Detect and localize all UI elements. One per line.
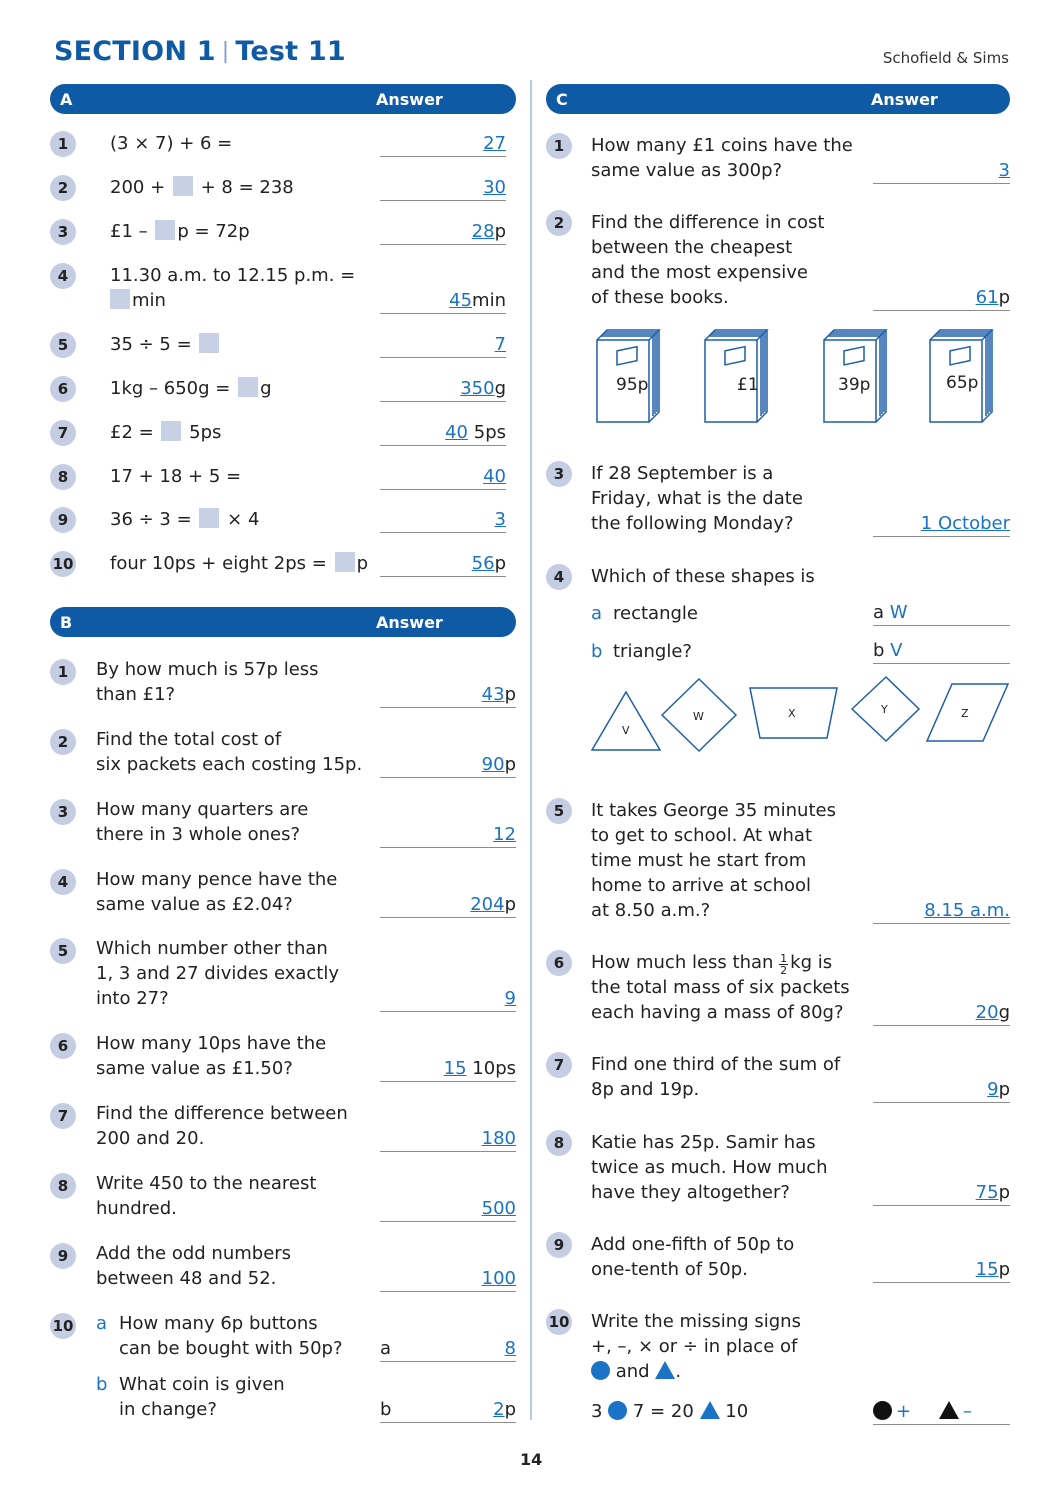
answer-unit: min bbox=[472, 290, 506, 311]
question-number: 3 bbox=[50, 219, 76, 245]
answer-value: V bbox=[890, 640, 903, 661]
book-icon bbox=[926, 318, 998, 426]
answer-unit: p bbox=[494, 221, 506, 242]
answer-value: 30 bbox=[483, 177, 506, 198]
question-line: one-tenth of 50p. bbox=[591, 1259, 748, 1280]
answer-line-b10b[interactable] bbox=[380, 1397, 516, 1423]
answer-value: 500 bbox=[481, 1198, 516, 1219]
answer-line-a8[interactable] bbox=[380, 464, 506, 490]
question-text-before: 36 ÷ 3 = bbox=[110, 509, 198, 530]
shape-label: Z bbox=[961, 707, 969, 720]
answer-line-a7[interactable] bbox=[380, 420, 506, 446]
question-text-after: g bbox=[260, 378, 272, 399]
question-text: 11.30 a.m. to 12.15 p.m. = bbox=[110, 265, 356, 286]
black-triangle-icon bbox=[939, 1401, 959, 1419]
answer-value: 3 bbox=[494, 509, 506, 530]
question-line: of these books. bbox=[591, 287, 729, 308]
fraction-denominator: 2 bbox=[780, 964, 788, 977]
book-icon bbox=[820, 318, 892, 426]
answer-line-a4[interactable] bbox=[380, 288, 506, 314]
question-line: can be bought with 50p? bbox=[119, 1338, 343, 1359]
question-line: Katie has 25p. Samir has bbox=[591, 1132, 816, 1153]
question-text: (3 × 7) + 6 = bbox=[110, 133, 233, 154]
question-number: 1 bbox=[50, 131, 76, 157]
book-price: 39p bbox=[838, 375, 871, 395]
question-line: By how much is 57p less bbox=[96, 659, 319, 680]
answer-value: 43 bbox=[481, 684, 505, 705]
answer-line-b10a[interactable] bbox=[380, 1336, 516, 1362]
answer-line-b4[interactable] bbox=[380, 892, 516, 918]
answer-line-a3[interactable] bbox=[380, 219, 506, 245]
answer-line-c7[interactable] bbox=[873, 1077, 1010, 1103]
page-number: 14 bbox=[520, 1450, 543, 1469]
question-number: 10 bbox=[546, 1309, 572, 1335]
question-line: six packets each costing 15p. bbox=[96, 754, 363, 775]
answer-line-b6[interactable] bbox=[380, 1056, 516, 1082]
part-label-b: b bbox=[591, 641, 603, 662]
blank-box bbox=[199, 508, 219, 528]
question-line: How many 6p buttons bbox=[119, 1313, 318, 1334]
question-line: at 8.50 a.m.? bbox=[591, 900, 711, 921]
fraction-half bbox=[779, 953, 788, 976]
triangle-shape bbox=[592, 692, 660, 750]
answer-line-c2[interactable] bbox=[873, 285, 1010, 311]
question-number: 4 bbox=[50, 263, 76, 289]
question-number: 2 bbox=[50, 729, 76, 755]
answer-value: 204 bbox=[470, 894, 505, 915]
question-line: same value as £1.50? bbox=[96, 1058, 293, 1079]
blank-box bbox=[335, 552, 355, 572]
answer-value: 28 bbox=[471, 221, 495, 242]
equation-middle: 7 = 20 bbox=[632, 1401, 694, 1422]
answer-line-c4b[interactable] bbox=[873, 638, 1010, 664]
question-line: same value as 300p? bbox=[591, 160, 783, 181]
question-line: Add one-fifth of 50p to bbox=[591, 1234, 795, 1255]
publisher: Schofield & Sims bbox=[882, 49, 1009, 67]
answer-value: 1 October bbox=[920, 513, 1010, 534]
question-line: to get to school. At what bbox=[591, 825, 813, 846]
answer-line-a9[interactable] bbox=[380, 507, 506, 533]
question-number: 5 bbox=[50, 938, 76, 964]
shape-label: V bbox=[622, 724, 630, 737]
test-title: Test 11 bbox=[235, 36, 346, 67]
answer-line-a10[interactable] bbox=[380, 551, 506, 577]
answer-line-b3[interactable] bbox=[380, 822, 516, 848]
answer-value: 56 bbox=[471, 553, 495, 574]
answer-label: Answer bbox=[376, 613, 443, 632]
question-line: and the most expensive bbox=[591, 262, 808, 283]
section-letter: A bbox=[60, 90, 73, 109]
question-text-before: four 10ps + eight 2ps = bbox=[110, 553, 333, 574]
question-line: 8p and 19p. bbox=[591, 1079, 700, 1100]
question-text-after: min bbox=[132, 290, 166, 311]
question-number: 4 bbox=[50, 869, 76, 895]
question-text-before: £2 = bbox=[110, 422, 160, 443]
answer-prefix: b bbox=[873, 640, 885, 661]
answer-value: 9 bbox=[504, 988, 516, 1009]
question-line: How many £1 coins have the bbox=[591, 135, 853, 156]
answer-line-a2[interactable] bbox=[380, 175, 506, 201]
answer-value: 90 bbox=[481, 754, 505, 775]
answer-value: 180 bbox=[481, 1128, 516, 1149]
answer-line-a5[interactable] bbox=[380, 332, 506, 358]
answer-value: 15 bbox=[975, 1259, 999, 1280]
blank-box bbox=[199, 333, 219, 353]
answer-value: 8.15 a.m. bbox=[924, 900, 1010, 921]
question-number: 3 bbox=[50, 799, 76, 825]
question-line: into 27? bbox=[96, 988, 169, 1009]
question-line: triangle? bbox=[613, 641, 692, 662]
question-number: 8 bbox=[50, 1173, 76, 1199]
shapes-figure bbox=[585, 675, 1015, 755]
answer-unit: g bbox=[998, 1002, 1010, 1023]
question-line: How many pence have the bbox=[96, 869, 338, 890]
fraction-numerator: 1 bbox=[780, 952, 788, 965]
answer-circle-sign: + bbox=[896, 1401, 912, 1422]
answer-line-b1[interactable] bbox=[380, 682, 516, 708]
question-text-after: p bbox=[356, 553, 369, 574]
question-number: 5 bbox=[50, 332, 76, 358]
question-number: 5 bbox=[546, 798, 572, 824]
circle-icon bbox=[608, 1401, 627, 1420]
answer-label: Answer bbox=[871, 90, 938, 109]
answer-unit: p bbox=[504, 1399, 516, 1420]
question-line: the total mass of six packets bbox=[591, 977, 850, 998]
answer-unit: 10ps bbox=[466, 1058, 516, 1079]
answer-value: 75 bbox=[975, 1182, 999, 1203]
question-line: than £1? bbox=[96, 684, 176, 705]
question-number: 10 bbox=[50, 551, 76, 577]
question-number: 9 bbox=[50, 1243, 76, 1269]
part-label-a: a bbox=[591, 603, 603, 624]
question-line: If 28 September is a bbox=[591, 463, 774, 484]
equation-left: 3 bbox=[591, 1401, 603, 1422]
answer-value: 2 bbox=[493, 1399, 505, 1420]
answer-line-b7[interactable] bbox=[380, 1126, 516, 1152]
answer-line-b5[interactable] bbox=[380, 986, 516, 1012]
question-line: What coin is given bbox=[119, 1374, 285, 1395]
question-number: 4 bbox=[546, 564, 572, 590]
answer-prefix: b bbox=[380, 1399, 392, 1420]
section-c-header bbox=[546, 84, 1010, 114]
shape-label: W bbox=[693, 710, 704, 723]
question-text-before: 35 ÷ 5 = bbox=[110, 334, 198, 355]
question-number: 7 bbox=[50, 1103, 76, 1129]
answer-value: 12 bbox=[493, 824, 516, 845]
answer-value: 9 bbox=[987, 1079, 999, 1100]
question-text-before: 200 + bbox=[110, 177, 171, 198]
answer-line-c4a[interactable] bbox=[873, 600, 1010, 626]
answer-value: 8 bbox=[504, 1338, 516, 1359]
question-line: between 48 and 52. bbox=[96, 1268, 277, 1289]
question-line: Find the difference in cost bbox=[591, 212, 825, 233]
book-price: 95p bbox=[616, 375, 649, 395]
question-line: 1, 3 and 27 divides exactly bbox=[96, 963, 340, 984]
and-text: and bbox=[615, 1361, 650, 1382]
question-number: 10 bbox=[50, 1313, 76, 1339]
question-line: hundred. bbox=[96, 1198, 177, 1219]
question-line: home to arrive at school bbox=[591, 875, 812, 896]
question-line: twice as much. How much bbox=[591, 1157, 828, 1178]
question-line: How many quarters are bbox=[96, 799, 309, 820]
answer-label: Answer bbox=[376, 90, 443, 109]
question-number: 2 bbox=[50, 175, 76, 201]
column-divider bbox=[530, 80, 532, 1420]
question-number: 8 bbox=[50, 464, 76, 490]
question-text-before: How much less than bbox=[591, 952, 780, 973]
answer-value: 61 bbox=[975, 287, 999, 308]
question-line: +, –, × or ÷ in place of bbox=[591, 1336, 798, 1357]
question-number: 9 bbox=[50, 507, 76, 533]
answer-value: 45 bbox=[449, 290, 473, 311]
answer-line-b2[interactable] bbox=[380, 752, 516, 778]
question-line: have they altogether? bbox=[591, 1182, 790, 1203]
answer-value: 40 bbox=[445, 422, 469, 443]
answer-prefix: a bbox=[873, 602, 885, 623]
question-text-after: kg is bbox=[790, 952, 833, 973]
section-letter: C bbox=[556, 90, 568, 109]
answer-unit: p bbox=[998, 1182, 1010, 1203]
section-letter: B bbox=[60, 613, 73, 632]
black-circle-icon bbox=[873, 1401, 892, 1420]
answer-value: 40 bbox=[483, 466, 506, 487]
question-number: 6 bbox=[546, 950, 572, 976]
question-number: 7 bbox=[50, 420, 76, 446]
book-price: £1 bbox=[737, 375, 759, 395]
answer-value: W bbox=[889, 602, 908, 623]
question-line: Write the missing signs bbox=[591, 1311, 801, 1332]
question-number: 2 bbox=[546, 210, 572, 236]
question-number: 3 bbox=[546, 461, 572, 487]
answer-unit: p bbox=[998, 1079, 1010, 1100]
equation-right: 10 bbox=[725, 1401, 749, 1422]
question-text: 17 + 18 + 5 = bbox=[110, 466, 242, 487]
part-label-a: a bbox=[96, 1313, 108, 1334]
question-line: same value as £2.04? bbox=[96, 894, 293, 915]
question-line: there in 3 whole ones? bbox=[96, 824, 301, 845]
question-text-after: 5ps bbox=[183, 422, 222, 443]
section-b-header bbox=[50, 607, 516, 637]
question-line: Which of these shapes is bbox=[591, 566, 815, 587]
answer-line-a6[interactable] bbox=[380, 376, 506, 402]
question-number: 7 bbox=[546, 1052, 572, 1078]
triangle-icon bbox=[655, 1361, 675, 1379]
answer-line-a1[interactable] bbox=[380, 131, 506, 157]
question-line: Write 450 to the nearest bbox=[96, 1173, 317, 1194]
answer-triangle-sign: – bbox=[962, 1401, 972, 1422]
blank-box bbox=[161, 421, 181, 441]
question-line: rectangle bbox=[613, 603, 698, 624]
answer-unit: p bbox=[504, 894, 516, 915]
circle-icon bbox=[591, 1361, 610, 1380]
question-text-after: × 4 bbox=[221, 509, 260, 530]
question-line: between the cheapest bbox=[591, 237, 793, 258]
question-number: 1 bbox=[546, 133, 572, 159]
triangle-icon bbox=[700, 1401, 720, 1419]
answer-line-b9[interactable] bbox=[380, 1266, 516, 1292]
answer-value: 100 bbox=[481, 1268, 516, 1289]
question-text-after: + 8 = 238 bbox=[194, 177, 294, 198]
question-text-after: p = 72p bbox=[177, 221, 250, 242]
answer-value: 3 bbox=[998, 160, 1010, 181]
answer-unit: p bbox=[504, 754, 516, 775]
answer-line-c9[interactable] bbox=[873, 1257, 1010, 1283]
section-a-header bbox=[50, 84, 516, 114]
question-text-before: 1kg – 650g = bbox=[110, 378, 237, 399]
answer-value: 15 bbox=[443, 1058, 467, 1079]
question-line: 200 and 20. bbox=[96, 1128, 205, 1149]
question-number: 6 bbox=[50, 376, 76, 402]
question-line: Which number other than bbox=[96, 938, 328, 959]
blank-box bbox=[238, 377, 258, 397]
question-line: Friday, what is the date bbox=[591, 488, 803, 509]
answer-unit: p bbox=[998, 1259, 1010, 1280]
title-separator: | bbox=[221, 39, 230, 64]
book-price: 65p bbox=[946, 373, 979, 393]
question-text-before: £1 – bbox=[110, 221, 154, 242]
question-number: 9 bbox=[546, 1232, 572, 1258]
question-number: 1 bbox=[50, 659, 76, 685]
question-line: How many 10ps have the bbox=[96, 1033, 327, 1054]
answer-line-b8[interactable] bbox=[380, 1196, 516, 1222]
answer-unit: p bbox=[494, 553, 506, 574]
shape-label: Y bbox=[881, 703, 888, 716]
answer-value: 7 bbox=[494, 334, 506, 355]
answer-line-c8[interactable] bbox=[873, 1180, 1010, 1206]
question-line: It takes George 35 minutes bbox=[591, 800, 836, 821]
page-title bbox=[54, 36, 346, 67]
answer-unit: p bbox=[504, 684, 516, 705]
question-line: Find one third of the sum of bbox=[591, 1054, 841, 1075]
section-title: SECTION 1 bbox=[54, 36, 216, 67]
blank-box bbox=[155, 220, 175, 240]
question-line: Add the odd numbers bbox=[96, 1243, 292, 1264]
question-number: 6 bbox=[50, 1033, 76, 1059]
shape-label: X bbox=[788, 707, 796, 720]
book-icon bbox=[593, 318, 665, 426]
blank-box bbox=[110, 289, 130, 309]
book-icon bbox=[701, 318, 773, 426]
answer-value: 27 bbox=[483, 133, 506, 154]
question-number: 8 bbox=[546, 1130, 572, 1156]
answer-prefix: a bbox=[380, 1338, 392, 1359]
blank-box bbox=[173, 176, 193, 196]
answer-line-c3[interactable] bbox=[873, 511, 1010, 537]
answer-value: 350 bbox=[460, 378, 495, 399]
answer-line-c5[interactable] bbox=[873, 898, 1010, 924]
question-line: each having a mass of 80g? bbox=[591, 1002, 844, 1023]
answer-line-c6[interactable] bbox=[873, 1000, 1010, 1026]
question-line: Find the difference between bbox=[96, 1103, 348, 1124]
answer-unit: 5ps bbox=[468, 422, 506, 443]
question-line: the following Monday? bbox=[591, 513, 794, 534]
question-line: Find the total cost of bbox=[96, 729, 282, 750]
question-line: in change? bbox=[119, 1399, 217, 1420]
answer-line-c10[interactable] bbox=[873, 1399, 1010, 1425]
answer-value: 20 bbox=[975, 1002, 999, 1023]
question-line: time must he start from bbox=[591, 850, 807, 871]
part-label-b: b bbox=[96, 1374, 108, 1395]
answer-unit: g bbox=[494, 378, 506, 399]
answer-line-c1[interactable] bbox=[873, 158, 1010, 184]
answer-unit: p bbox=[998, 287, 1010, 308]
